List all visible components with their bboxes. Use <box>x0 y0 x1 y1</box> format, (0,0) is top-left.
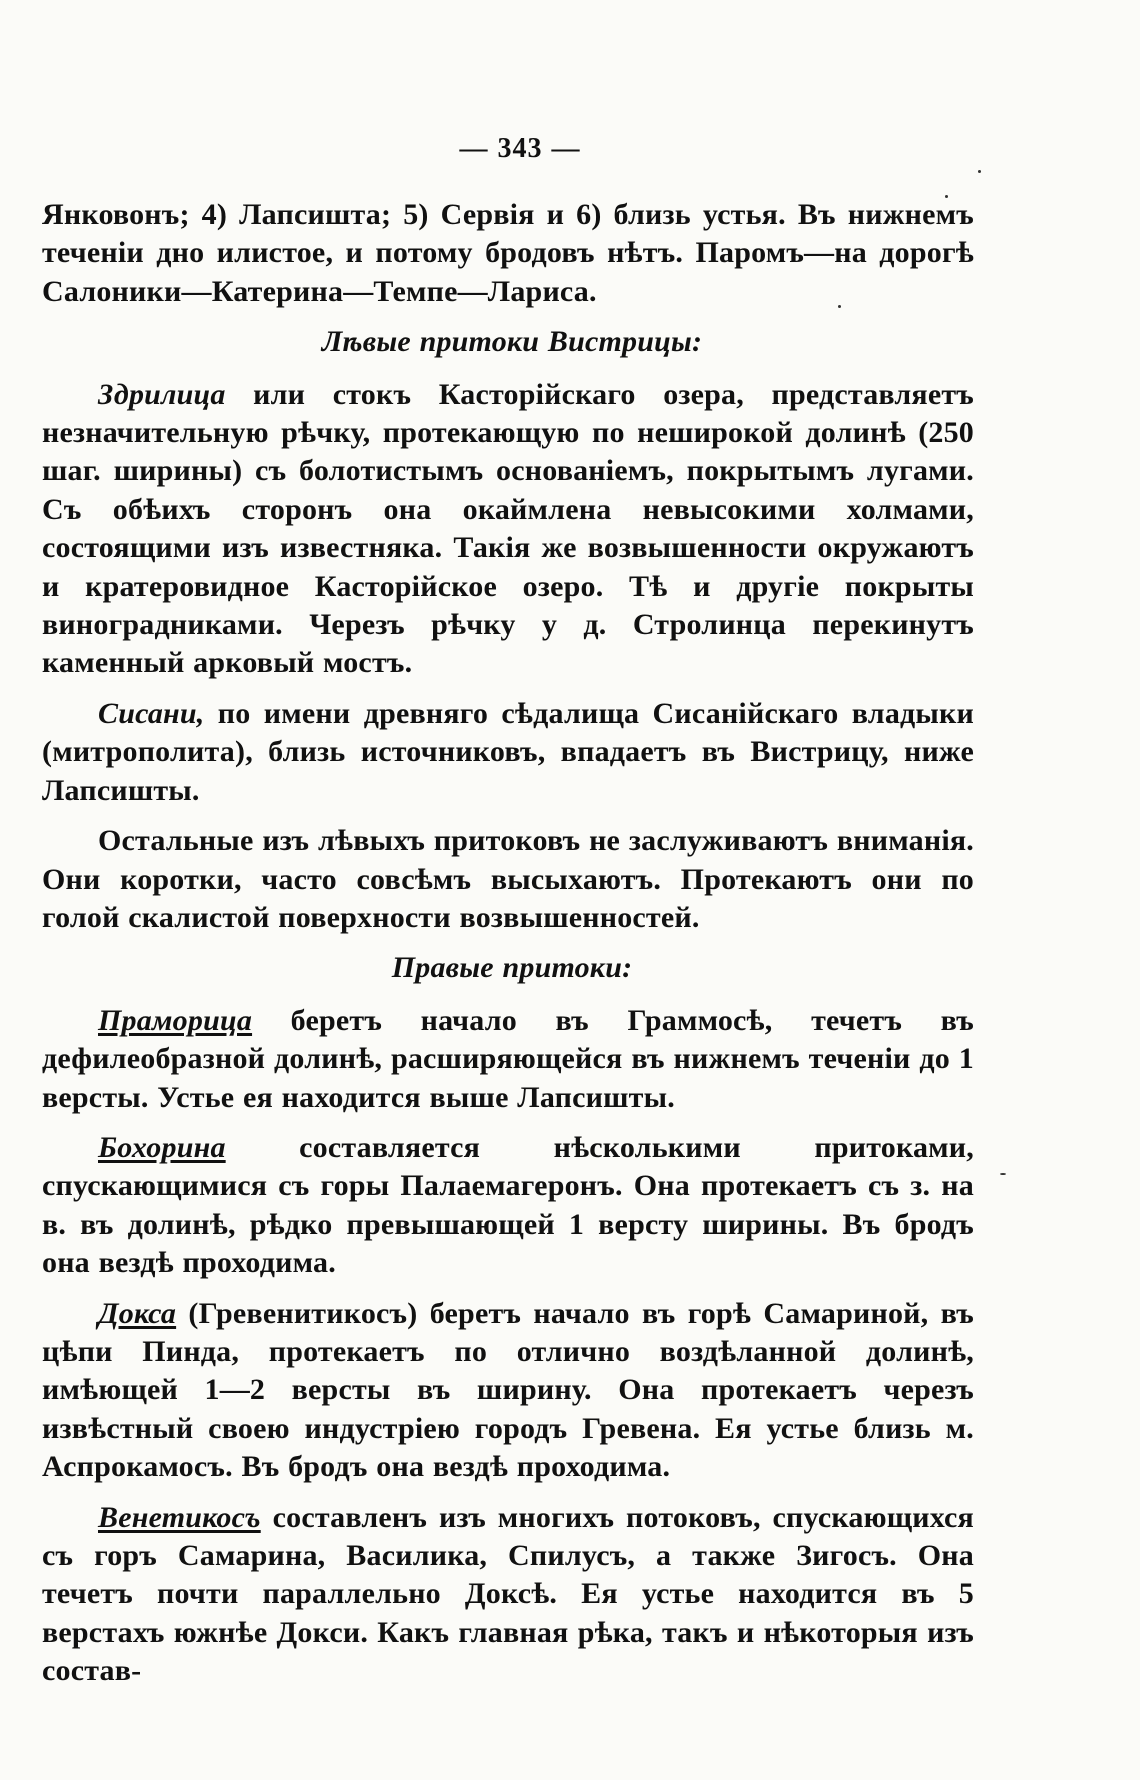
scan-speck <box>838 305 841 308</box>
page-number: — 343 — <box>459 133 581 164</box>
document-page <box>42 130 974 1703</box>
term-zdrilitsa: Здрилица <box>98 377 226 411</box>
paragraph-venetikos <box>42 1499 974 1691</box>
term-venetikos: Венетикосъ <box>98 1500 261 1534</box>
text-doksa: (Гревенитикосъ) беретъ начало въ горѣ Самариной, въ цѣпи Пинда, протекаетъ по отлично воздѣланной долинѣ, имѣющей 1—2 версты въ ширину. Она протекаетъ черезъ извѣстный своею индустріею городъ Гревена. Ея устье близь м. Аспрокамосъ. Въ бродъ она вездѣ проходима. <box>42 1296 974 1484</box>
paragraph-zdrilitsa <box>42 376 974 683</box>
scan-speck <box>1000 1173 1006 1175</box>
term-bokhorina: Бохорина <box>98 1130 226 1164</box>
paragraph-continued: Янковонъ; 4) Лапсишта; 5) Сервія и 6) близь устья. Въ нижнемъ теченіи дно илистое, и потому бродовъ нѣтъ. Паромъ—на дорогѣ Салоники—Катерина—Темпе—Лариса. <box>42 198 974 308</box>
term-doksa: Докса <box>98 1296 177 1330</box>
text-bokhorina: составляется нѣсколькими притоками, спускающимися съ горы Палаемагеронъ. Она протекаетъ съ з. на в. въ долинѣ, рѣдко превышающей 1 версту ширины. Въ бродъ она вездѣ проходима. <box>42 1130 974 1280</box>
text-pramoritsa: беретъ начало въ Граммосѣ, течетъ въ дефилеобразной долинѣ, расширяющейся въ нижнемъ теченіи до 1 версты. Устье ея находится выше Лапсишты. <box>42 1003 974 1114</box>
paragraph-sisani <box>42 695 974 810</box>
paragraph-doksa <box>42 1295 974 1487</box>
heading-left-tributaries: Лѣвые притоки Вистрицы: <box>321 325 703 359</box>
paragraph-pramoritsa <box>42 1002 974 1117</box>
term-pramoritsa: Праморица <box>98 1003 253 1037</box>
text-zdrilitsa: или стокъ Касторійскаго озера, представляетъ незначительную рѣчку, протекающую по неширокой долинѣ (250 шаг. ширины) съ болотистымъ основаніемъ, покрытымъ лугами. Съ обѣихъ сторонъ она окаймлена невысокими холмами, состоящими изъ известняка. Такія же возвышенности окружаютъ и кратеровидное Касторійское озеро. Тѣ и другіе покрыты виноградниками. Черезъ рѣчку у д. Стролинца перекинутъ каменный арковый мостъ. <box>42 377 974 680</box>
scan-speck <box>945 195 948 198</box>
scan-speck <box>978 170 981 173</box>
paragraph-bokhorina <box>42 1129 974 1283</box>
text-venetikos: составленъ изъ многихъ потоковъ, спускающихся съ горъ Самарина, Василика, Спилусъ, а также Зигосъ. Она течетъ почти параллельно Доксѣ. Ея устье находится въ 5 верстахъ южнѣе Докси. Какъ главная рѣка, такъ и нѣкоторыя изъ состав- <box>42 1500 974 1688</box>
term-sisani: Сисани, <box>98 696 205 730</box>
text-sisani: по имени древняго сѣдалища Сисанійскаго владыки (митрополита), близь источниковъ, впадаетъ въ Вистрицу, ниже Лапсишты. <box>42 696 974 807</box>
paragraph-left-remaining: Остальные изъ лѣвыхъ притоковъ не заслуживаютъ вниманія. Они коротки, часто совсѣмъ высыхаютъ. Протекаютъ они по голой скалистой поверхности возвышенностей. <box>42 824 974 934</box>
heading-right-tributaries: Правые притоки: <box>391 951 633 985</box>
